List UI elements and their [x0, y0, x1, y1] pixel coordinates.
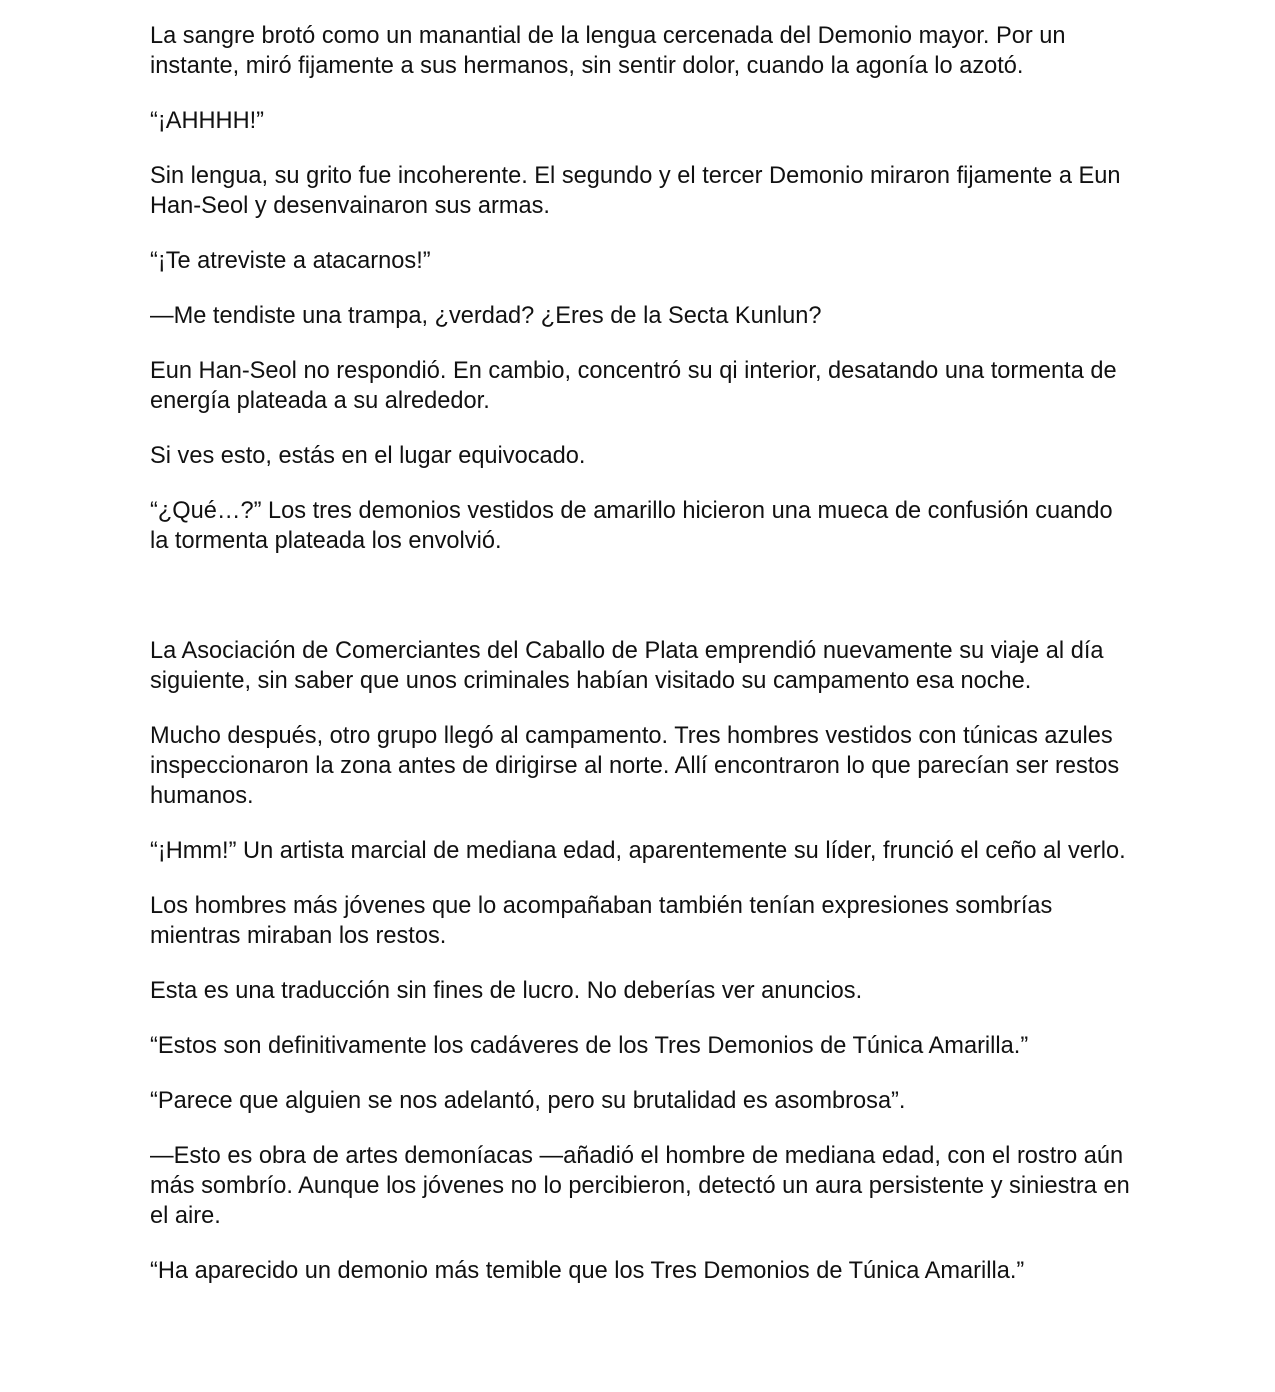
paragraph: “Ha aparecido un demonio más temible que los Tres Demonios de Túnica Amarilla.”	[150, 1258, 1025, 1284]
paragraph: “Estos son definitivamente los cadáveres de los Tres Demonios de Túnica Amarilla.”	[150, 1033, 1029, 1059]
paragraph: “Parece que alguien se nos adelantó, pero su brutalidad es asombrosa”.	[150, 1088, 906, 1114]
paragraph: Esta es una traducción sin fines de lucro. No deberías ver anuncios.	[150, 978, 863, 1004]
paragraph: —Esto es obra de artes demoníacas —añadió el hombre de mediana edad, con el rostro aún más sombrío. Aunque los jóvenes no lo percibieron, detectó un aura persistente y siniestra en el aire.	[150, 1143, 1130, 1229]
paragraph: La sangre brotó como un manantial de la lengua cercenada del Demonio mayor. Por un instante, miró fijamente a sus hermanos, sin sentir dolor, cuando la agonía lo azotó.	[150, 23, 1066, 79]
paragraph: “¡Te atreviste a atacarnos!”	[150, 248, 431, 274]
paragraph: “¡Hmm!” Un artista marcial de mediana edad, aparentemente su líder, frunció el ceño al verlo.	[150, 838, 1126, 864]
document-page	[150, 21, 1135, 1311]
paragraph: Mucho después, otro grupo llegó al campamento. Tres hombres vestidos con túnicas azules inspeccionaron la zona antes de dirigirse al norte. Allí encontraron lo que parecían ser restos humanos.	[150, 723, 1120, 809]
paragraph: Sin lengua, su grito fue incoherente. El segundo y el tercer Demonio miraron fijamente a Eun Han-Seol y desenvainaron sus armas.	[150, 163, 1121, 219]
paragraph: —Me tendiste una trampa, ¿verdad? ¿Eres de la Secta Kunlun?	[150, 303, 822, 329]
paragraph: Si ves esto, estás en el lugar equivocado.	[150, 443, 586, 469]
paragraph: Eun Han-Seol no respondió. En cambio, concentró su qi interior, desatando una tormenta de energía plateada a su alrededor.	[150, 358, 1117, 414]
paragraph: Los hombres más jóvenes que lo acompañaban también tenían expresiones sombrías mientras miraban los restos.	[150, 893, 1053, 949]
paragraph: “¡AHHHH!”	[150, 108, 265, 134]
section-break	[150, 581, 1135, 636]
paragraph: La Asociación de Comerciantes del Caballo de Plata emprendió nuevamente su viaje al día siguiente, sin saber que unos criminales habían visitado su campamento esa noche.	[150, 638, 1104, 694]
paragraph: “¿Qué…?” Los tres demonios vestidos de amarillo hicieron una mueca de confusión cuando la tormenta plateada los envolvió.	[150, 498, 1113, 554]
